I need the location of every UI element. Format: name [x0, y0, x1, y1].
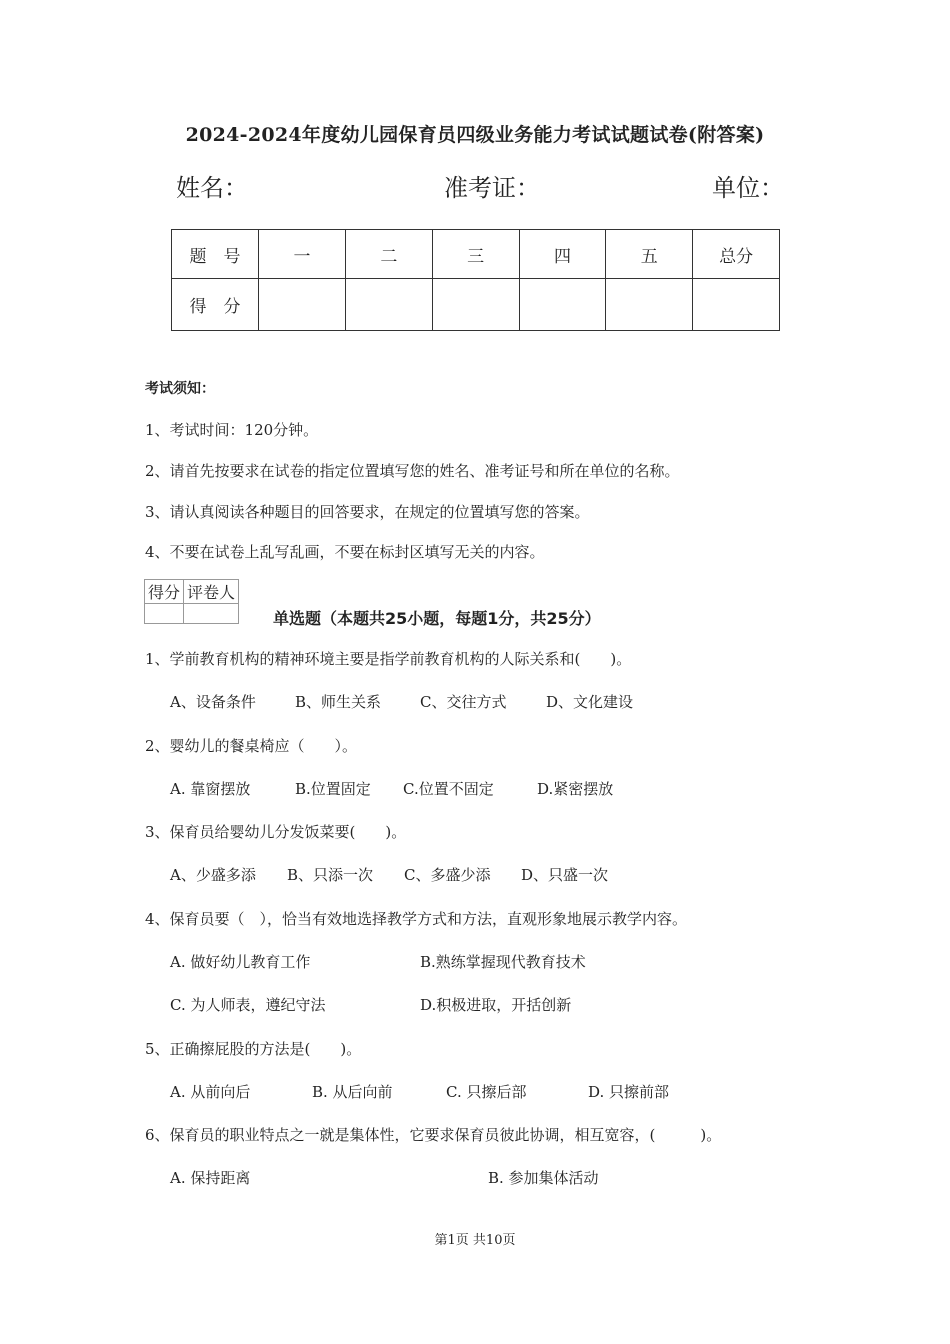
option[interactable]: B、只添一次 — [287, 866, 374, 884]
exam-id-label: 准考证： — [444, 174, 540, 202]
question-stem: 4、保育员要（ ），恰当有效地选择教学方式和方法，直观形象地展示教学内容。 — [145, 910, 688, 928]
candidate-info-row — [0, 168, 950, 208]
option[interactable]: A. 保持距离 — [170, 1169, 251, 1187]
question-stem: 2、婴幼儿的餐桌椅应（ ）。 — [145, 737, 358, 755]
option[interactable]: C.位置不固定 — [403, 780, 494, 798]
option[interactable]: A、设备条件 — [170, 693, 256, 711]
option[interactable]: A. 靠窗摆放 — [170, 780, 251, 798]
option[interactable]: C. 为人师表，遵纪守法 — [170, 996, 326, 1014]
option[interactable]: B、师生关系 — [295, 693, 382, 711]
score-header-1: 一 — [259, 230, 346, 279]
option[interactable]: B.熟练掌握现代教育技术 — [420, 953, 586, 971]
score-header-4: 四 — [519, 230, 606, 279]
option[interactable]: D.积极进取，开括创新 — [420, 996, 572, 1014]
score-cell-1[interactable] — [259, 279, 346, 331]
score-table-header-row — [172, 230, 780, 279]
unit-label: 单位： — [712, 174, 784, 202]
score-header-label: 题 号 — [172, 230, 259, 279]
option[interactable]: A. 从前向后 — [170, 1083, 251, 1101]
grader-reviewer-cell[interactable] — [184, 604, 239, 624]
notice-item: 2、请首先按要求在试卷的指定位置填写您的姓名、准考证号和所在单位的名称。 — [145, 462, 680, 480]
score-table-score-row — [172, 279, 780, 331]
score-header-2: 二 — [345, 230, 432, 279]
option[interactable]: B.位置固定 — [295, 780, 371, 798]
grader-blank-row — [145, 604, 239, 624]
option[interactable]: D、只盛一次 — [521, 866, 609, 884]
score-row-label: 得 分 — [172, 279, 259, 331]
score-cell-5[interactable] — [606, 279, 693, 331]
name-label: 姓名： — [176, 174, 248, 202]
option[interactable]: C、多盛少添 — [404, 866, 491, 884]
option[interactable]: B. 参加集体活动 — [488, 1169, 599, 1187]
option[interactable]: B. 从后向前 — [312, 1083, 393, 1101]
score-header-total: 总分 — [693, 230, 780, 279]
score-header-3: 三 — [432, 230, 519, 279]
option[interactable]: D、文化建设 — [546, 693, 634, 711]
grader-score-label: 得分 — [145, 580, 184, 604]
grader-reviewer-label: 评卷人 — [184, 580, 239, 604]
option[interactable]: A. 做好幼儿教育工作 — [170, 953, 311, 971]
notice-heading: 考试须知： — [145, 381, 215, 397]
score-header-5: 五 — [606, 230, 693, 279]
option[interactable]: A、少盛多添 — [170, 866, 256, 884]
question-stem: 1、学前教育机构的精神环境主要是指学前教育机构的人际关系和( )。 — [145, 650, 632, 668]
question-stem: 5、正确擦屁股的方法是( )。 — [145, 1040, 362, 1058]
score-cell-3[interactable] — [432, 279, 519, 331]
section-title: 单选题（本题共25小题，每题1分，共25分） — [273, 609, 601, 628]
notice-item: 4、不要在试卷上乱写乱画，不要在标封区填写无关的内容。 — [145, 543, 545, 561]
page-footer: 第1页 共10页 — [434, 1233, 516, 1248]
grader-score-cell[interactable] — [145, 604, 184, 624]
score-cell-2[interactable] — [345, 279, 432, 331]
notice-item: 3、请认真阅读各种题目的回答要求，在规定的位置填写您的答案。 — [145, 503, 590, 521]
option[interactable]: D.紧密摆放 — [537, 780, 614, 798]
grader-box — [144, 579, 239, 624]
notice-item: 1、考试时间：120分钟。 — [145, 421, 319, 439]
score-table — [171, 229, 780, 331]
score-cell-4[interactable] — [519, 279, 606, 331]
option[interactable]: D. 只擦前部 — [588, 1083, 670, 1101]
option[interactable]: C、交往方式 — [420, 693, 507, 711]
question-stem: 3、保育员给婴幼儿分发饭菜要( )。 — [145, 823, 407, 841]
option[interactable]: C. 只擦后部 — [446, 1083, 527, 1101]
score-cell-total[interactable] — [693, 279, 780, 331]
exam-title: 2024-2024年度幼儿园保育员四级业务能力考试试题试卷(附答案) — [185, 124, 765, 146]
question-stem: 6、保育员的职业特点之一就是集体性，它要求保育员彼此协调，相互宽容，( )。 — [145, 1126, 722, 1144]
grader-header-row — [145, 580, 239, 604]
